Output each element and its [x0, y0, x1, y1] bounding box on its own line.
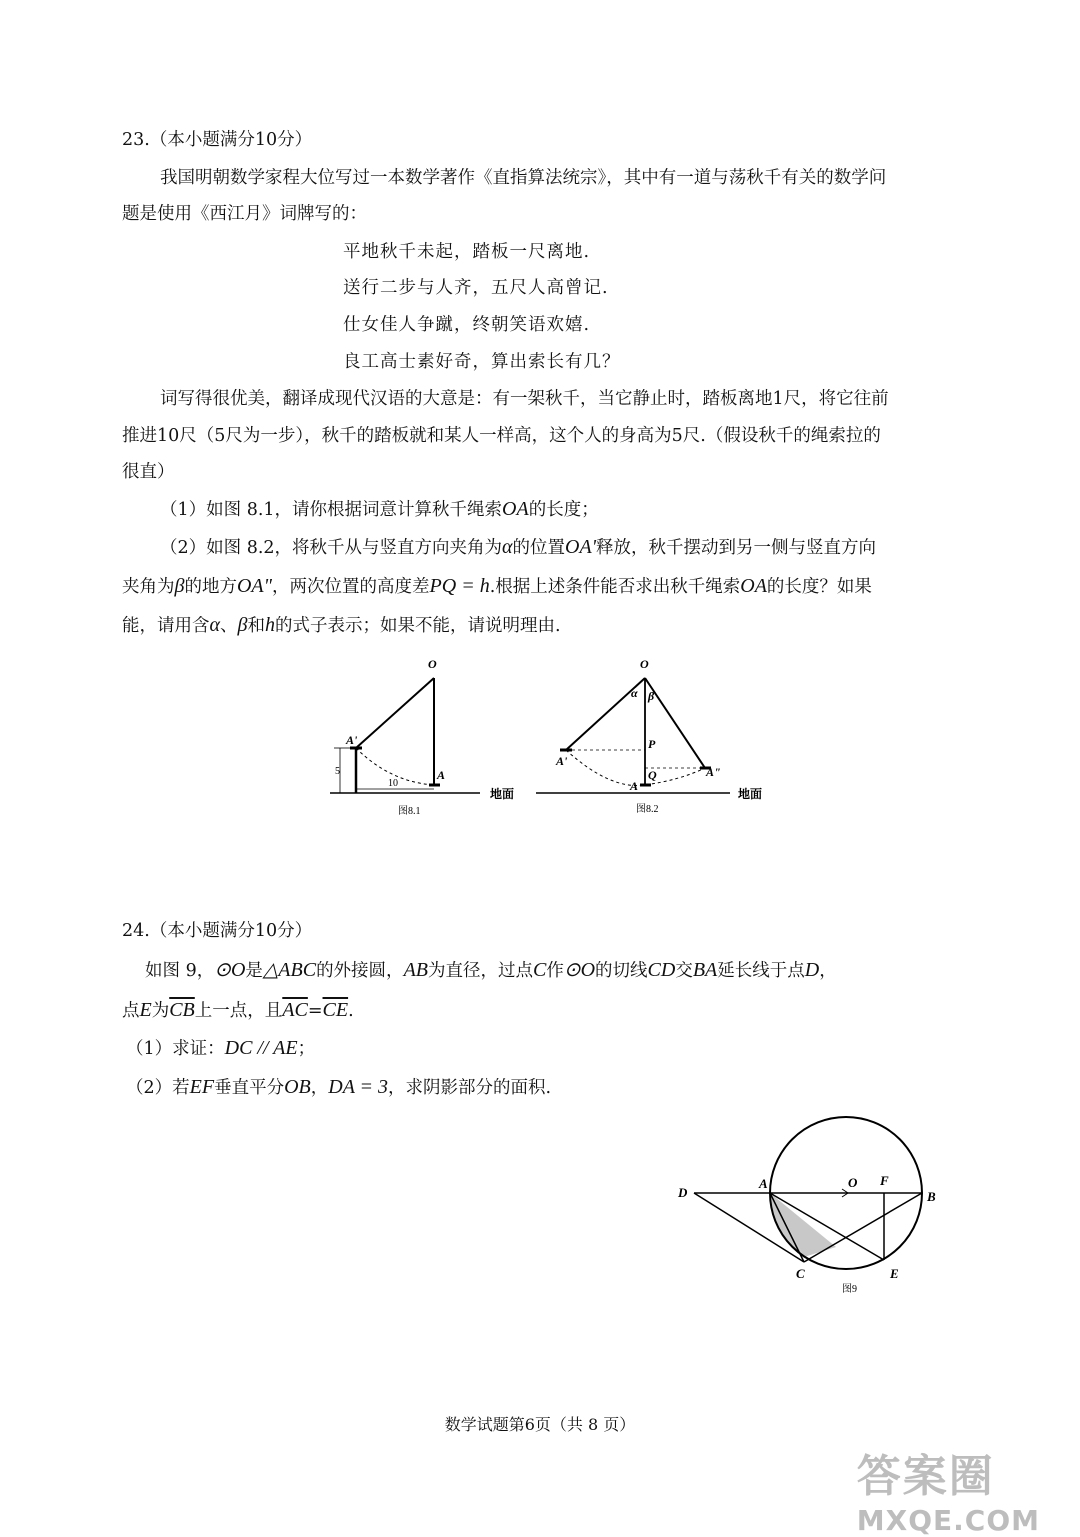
label-a: A — [630, 779, 639, 793]
watermark — [857, 1440, 1040, 1537]
arc-ce: $\overline{CE}$ — [322, 999, 349, 1021]
page-footer: 数学试题第6页（共 8 页） — [444, 1415, 636, 1434]
label-alpha: α — [631, 686, 638, 700]
q23-part2-line1: （2）如图 8.2，将秋千从与竖直方向夹角为α的位置OA'释放，秋千摆动到另一侧与竖直方向 — [160, 536, 876, 558]
poem-line-2: 送行二步与人齐，五尺人高曾记. — [343, 278, 609, 298]
figure-8-1 — [320, 650, 530, 820]
label-a2: A" — [706, 765, 721, 779]
translation-line3: 很直） — [122, 462, 175, 482]
label-e: E — [890, 1266, 899, 1281]
q24-part2: （2）若EF垂直平分OB，DA = 3，求阴影部分的面积. — [126, 1076, 552, 1098]
label-d: D — [678, 1185, 688, 1200]
label-o: O — [848, 1175, 858, 1190]
translation-line1: 词写得很优美，翻译成现代汉语的大意是：有一架秋千，当它静止时，踏板离地1尺，将它往前 — [160, 389, 889, 409]
chord-cb — [804, 1193, 922, 1262]
caption-8-1: 图8.1 — [398, 806, 421, 817]
q24-part1: （1）求证：DC // AE； — [126, 1037, 316, 1059]
label-5: 5 — [335, 766, 340, 777]
label-a: A — [759, 1176, 768, 1191]
watermark-top: 答案圈 — [856, 1451, 995, 1502]
ground-label: 地面 — [738, 787, 763, 801]
label-c: C — [796, 1266, 805, 1281]
q24-line2: 点E为$\overline{CB}$上一点，且$\overline{AC}=\overline{CE}$. — [122, 999, 354, 1021]
caption-8-2: 图8.2 — [636, 804, 659, 815]
figure-9 — [670, 1120, 960, 1310]
q24-header: 24.（本小题满分10分） — [122, 921, 313, 941]
ground-label: 地面 — [490, 787, 515, 801]
label-p: P — [648, 737, 656, 751]
label-a1: A' — [556, 754, 568, 768]
q24-line1: 如图 9，⊙O是△ABC的外接圆，AB为直径，过点C作⊙O的切线CD交BA延长线于点D， — [145, 959, 837, 981]
var-oa: OA — [502, 498, 529, 520]
label-o: O — [640, 657, 649, 671]
q23-intro-line2: 题是使用《西江月》词牌写的： — [122, 204, 367, 224]
q23-part2-line3: 能，请用含α、β和h的式子表示；如果不能，请说明理由. — [122, 614, 561, 636]
label-q: Q — [648, 768, 657, 782]
q23-part2-line2: 夹角为β的地方OA"，两次位置的高度差PQ = h.根据上述条件能否求出秋千绳索OA的长度？如果 — [122, 575, 872, 597]
label-o: O — [428, 657, 437, 671]
arc-cb: $\overline{CB}$ — [169, 999, 195, 1021]
label-f: F — [880, 1173, 889, 1188]
label-a1: A' — [346, 733, 358, 747]
q23-part1: （1）如图 8.1，请你根据词意计算秋千绳索OA的长度； — [160, 498, 599, 520]
translation-line2: 推进10尺（5尺为一步），秋千的踏板就和某人一样高，这个人的身高为5尺.（假设秋千的绳索拉的 — [122, 426, 881, 446]
poem-line-3: 仕女佳人争蹴，终朝笑语欢嬉. — [343, 315, 591, 335]
figure-8-2 — [530, 650, 780, 820]
label-a: A — [437, 768, 446, 782]
caption-9: 图9 — [842, 1284, 857, 1295]
arc-ac: $\overline{AC}$ — [282, 999, 308, 1021]
q23-intro-line1: 我国明朝数学家程大位写过一本数学著作《直指算法统宗》，其中有一道与荡秋千有关的数学问 — [160, 168, 887, 188]
label-beta: β — [648, 689, 655, 703]
q23-header: 23.（本小题满分10分） — [122, 130, 313, 150]
watermark-bottom: MXQE.COM — [856, 1504, 1040, 1537]
label-10: 10 — [388, 778, 398, 789]
label-b: B — [927, 1189, 936, 1204]
poem-line-1: 平地秋千未起，踏板一尺离地. — [343, 242, 591, 262]
rope-oa1 — [356, 678, 434, 748]
poem-line-4: 良工高士素好奇，算出索长有几？ — [343, 352, 621, 372]
